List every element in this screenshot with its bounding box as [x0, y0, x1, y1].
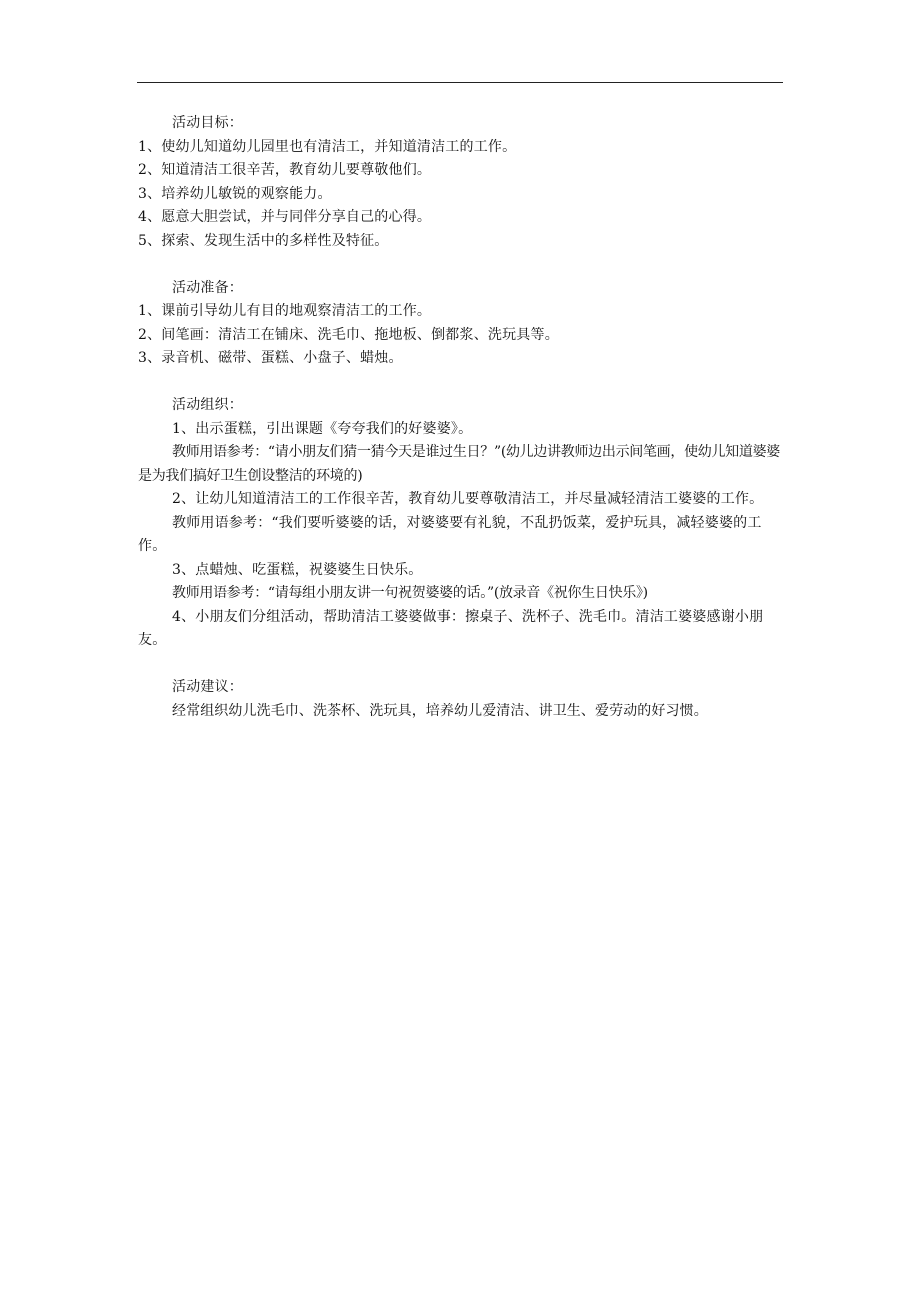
organization-step: 1、出示蛋糕，引出课题《夸夸我们的好婆婆》。 — [172, 420, 473, 437]
organization-step: 3、点蜡烛、吃蛋糕，祝婆婆生日快乐。 — [172, 561, 423, 578]
goal-item: 1、使幼儿知道幼儿园里也有清洁工，并知道清洁工的工作。 — [138, 138, 517, 155]
document-body — [138, 112, 788, 747]
suggestion-text: 经常组织幼儿洗毛巾、洗茶杯、洗玩具，培养幼儿爱清洁、讲卫生、爱劳动的好习惯。 — [172, 702, 708, 719]
organization-step: 4、小朋友们分组活动，帮助清洁工婆婆做事：擦桌子、洗杯子、洗毛巾。清洁工婆婆感谢小朋友。 — [138, 608, 764, 648]
suggestion-section — [138, 676, 788, 723]
goal-item: 3、培养幼儿敏锐的观察能力。 — [138, 185, 332, 202]
teacher-script: 教师用语参考：“我们要听婆婆的话，对婆婆要有礼貌，不乱扔饭菜，爱护玩具，减轻婆婆的工作。 — [138, 514, 762, 554]
preparation-heading: 活动准备： — [172, 279, 243, 296]
header-rule — [137, 82, 783, 83]
preparation-section — [138, 277, 788, 371]
goal-item: 4、愿意大胆尝试，并与同伴分享自己的心得。 — [138, 209, 432, 225]
goal-item: 5、探索、发现生活中的多样性及特征。 — [138, 232, 389, 249]
suggestion-heading: 活动建议： — [172, 679, 243, 695]
teacher-script: 教师用语参考：“请每组小朋友讲一句祝贺婆婆的话。”(放录音《祝你生日快乐》) — [172, 585, 648, 601]
organization-step: 2、让幼儿知道清洁工的工作很辛苦，教育幼儿要尊敬清洁工，并尽量减轻清洁工婆婆的工作。 — [172, 491, 764, 507]
teacher-script: 教师用语参考：“请小朋友们猜一猜今天是谁过生日？”(幼儿边讲教师边出示间笔画，使幼儿知道婆婆是为我们搞好卫生创设整洁的环境的) — [138, 444, 780, 484]
organization-heading: 活动组织： — [172, 397, 243, 413]
goal-item: 2、知道清洁工很辛苦，教育幼儿要尊敬他们。 — [138, 162, 432, 178]
goals-section — [138, 112, 788, 253]
preparation-item: 3、录音机、磁带、蛋糕、小盘子、蜡烛。 — [138, 350, 403, 366]
organization-section — [138, 394, 788, 653]
goals-heading: 活动目标： — [172, 115, 243, 131]
preparation-item: 1、课前引导幼儿有目的地观察清洁工的工作。 — [138, 303, 432, 319]
preparation-item: 2、间笔画：清洁工在铺床、洗毛巾、拖地板、倒都浆、洗玩具等。 — [138, 326, 559, 343]
